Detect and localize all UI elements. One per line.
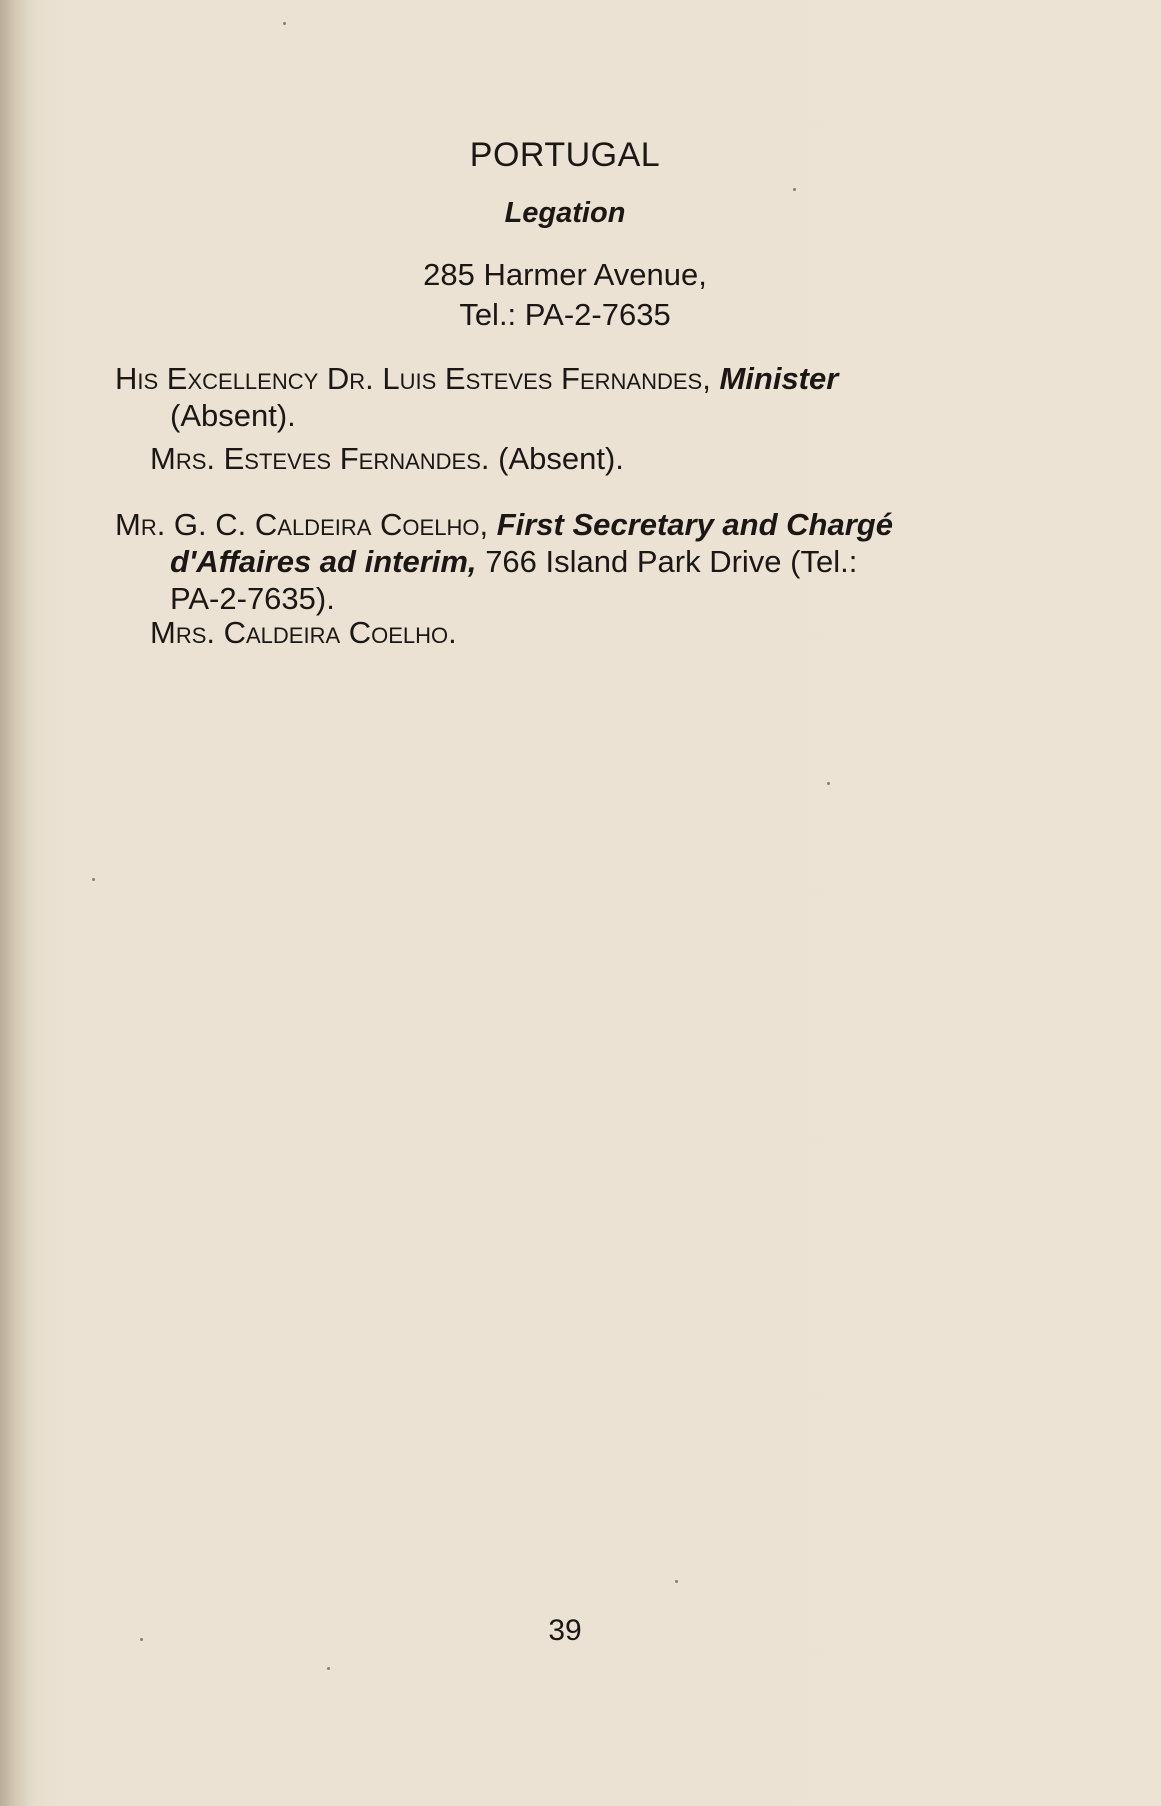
entry-first-secretary-spouse <box>115 614 1065 651</box>
entry-first-secretary <box>115 506 1030 617</box>
person-title-cont: d'Affaires ad interim, <box>170 544 477 579</box>
person-name: Mrs. Caldeira Coelho. <box>150 615 457 650</box>
country-heading: PORTUGAL <box>469 136 661 174</box>
person-title: First Secretary and Chargé <box>496 507 893 542</box>
person-address: 766 Island Park Drive (Tel.: <box>485 544 858 579</box>
entry-line <box>115 543 1030 580</box>
paper-speck <box>793 188 796 191</box>
paper-speck <box>327 1667 330 1670</box>
person-title: Minister <box>719 361 839 396</box>
page-number: 39 <box>548 1614 582 1647</box>
person-name: Mrs. Esteves Fernandes. <box>150 441 490 476</box>
entry-line <box>115 506 1030 543</box>
person-telephone: PA-2-7635). <box>170 581 335 616</box>
entry-minister-spouse <box>115 440 1065 477</box>
mission-type: Legation <box>504 197 626 229</box>
paper-speck <box>283 22 286 25</box>
entry-minister <box>115 360 1030 434</box>
book-gutter <box>0 0 28 1806</box>
paper-speck <box>675 1580 678 1583</box>
paper-speck <box>92 878 95 881</box>
mission-telephone: Tel.: PA-2-7635 <box>459 297 671 332</box>
mission-address: 285 Harmer Avenue, <box>423 257 707 292</box>
person-name: His Excellency Dr. Luis Esteves Fernandes, <box>115 361 711 396</box>
entry-status: (Absent). <box>170 398 296 433</box>
person-name: Mr. G. C. Caldeira Coelho, <box>115 507 489 542</box>
paper-speck <box>140 1638 143 1641</box>
entry-status: (Absent). <box>498 441 624 476</box>
entry-line <box>115 360 1030 397</box>
paper-speck <box>827 782 830 785</box>
